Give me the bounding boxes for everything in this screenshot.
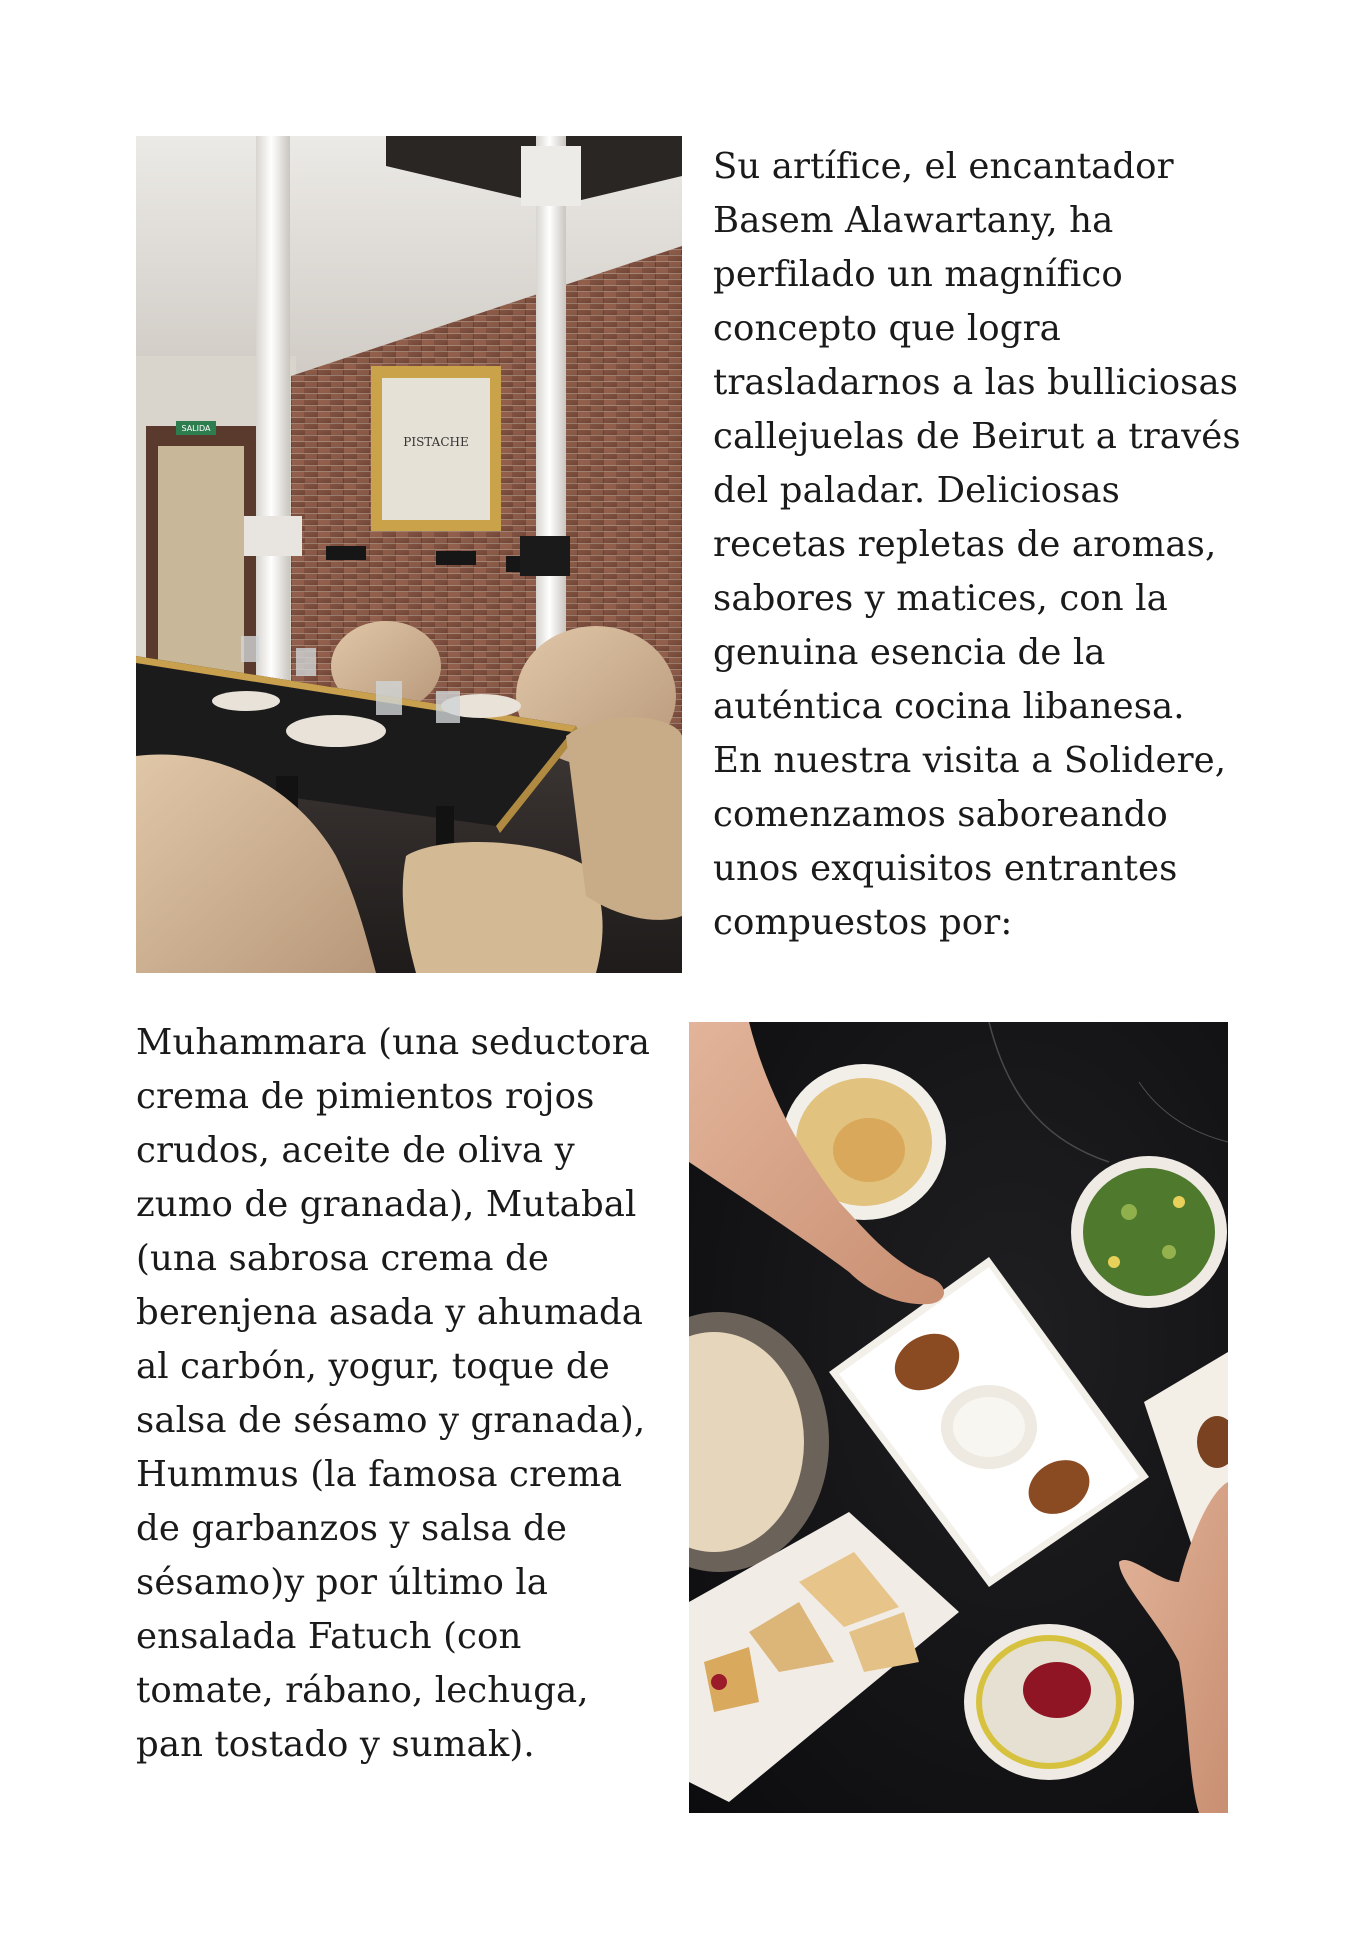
mezze-dishes-photo xyxy=(689,1022,1228,1813)
mirror-sign-text: PISTACHE xyxy=(403,435,469,449)
starters-paragraph: Muhammara (una seductora crema de pimientos rojos crudos, aceite de oliva y zumo de granada), Mutabal (una sabrosa crema de berenjena asada y ahumada al carbón, yogur, toque de salsa de sésamo y granada), Hummus (la famosa crema de garbanzos y salsa de sésamo)y por último la ensalada Fatuch (con tomate, rábano, lechuga, pan tostado y sumak). xyxy=(136,1022,651,1765)
exit-sign-text: SALIDA xyxy=(181,424,211,433)
intro-paragraph: Su artífice, el encantador Basem Alawartany, ha perfilado un magnífico concepto que logra trasladarnos a las bulliciosas callejuelas de Beirut a través del paladar. Deliciosas recetas repletas de aromas, sabores y matices, con la genuina esencia de la auténtica cocina libanesa. En nuestra visita a Solidere, comenzamos saboreando unos exquisitos entrantes compuestos por: xyxy=(713,146,1241,943)
restaurant-interior-photo xyxy=(136,136,682,973)
